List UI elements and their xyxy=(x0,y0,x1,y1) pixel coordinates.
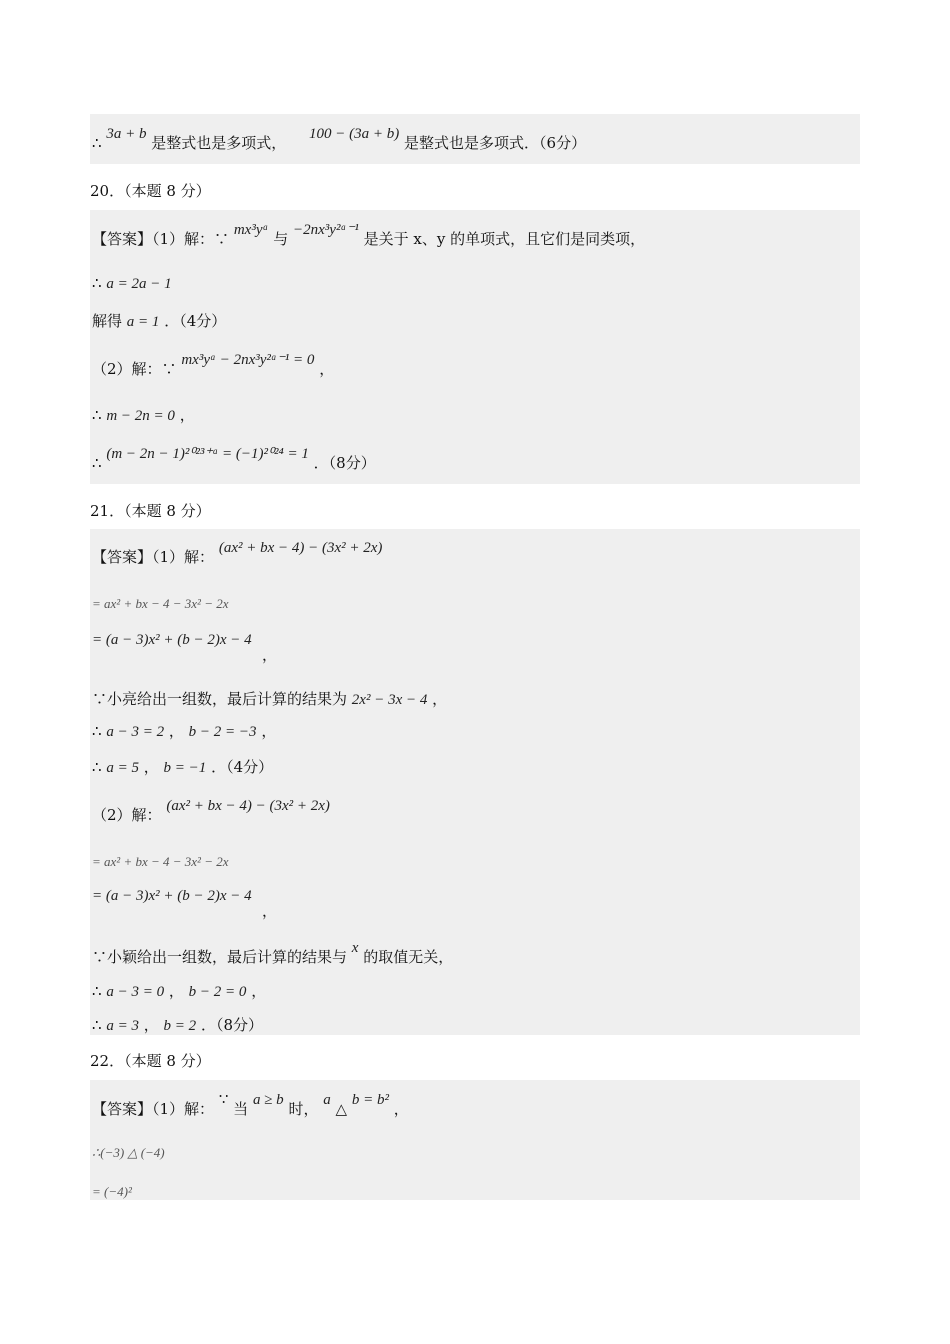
q22-line-3 xyxy=(92,1182,132,1200)
math-expression: mx³yᵃ − 2nx³y²ᵃ⁻¹ = 0 xyxy=(181,352,315,368)
q21-line-2 xyxy=(92,594,229,612)
math-expression: (ax² + bx − 4) − (3x² + 2x) xyxy=(166,798,330,814)
text: ∵小亮给出一组数，最后计算的结果为 xyxy=(92,690,348,708)
text: 当 xyxy=(233,1100,249,1118)
math-expression: a = 2a − 1 xyxy=(106,276,172,292)
math-expression: b = b² xyxy=(351,1092,389,1108)
math-expression: (ax² + bx − 4) − (3x² + 2x) xyxy=(218,540,383,556)
text: ， xyxy=(319,360,335,378)
math-expression: a ≥ b xyxy=(252,1092,284,1108)
q20-line-2 xyxy=(92,274,172,293)
answer-label: 【答案】（1）解： xyxy=(92,1100,215,1118)
q21-line-9-comma: ， xyxy=(262,902,278,920)
text: ．（8分） xyxy=(200,1016,263,1034)
math-expression: = (−4)² xyxy=(92,1184,132,1199)
q21-line-4 xyxy=(92,688,447,709)
q21-line-6 xyxy=(92,756,273,777)
math-expression: b − 2 = −3 xyxy=(188,724,257,740)
text: ， xyxy=(168,982,184,1000)
text: 与 xyxy=(273,230,289,248)
text: （2）解： xyxy=(92,806,162,824)
math-expression: −2nx³y²ᵃ⁻¹ xyxy=(293,222,359,238)
text: ∵小颖给出一组数，最后计算的结果与 xyxy=(92,948,348,966)
question-22-header: 22．（本题 8 分） xyxy=(90,1052,211,1070)
text: ， xyxy=(143,758,159,776)
q21-line-9 xyxy=(92,886,252,905)
answer-label: 【答案】（1）解： xyxy=(92,548,215,566)
math-expression: 100 − (3a + b) xyxy=(309,126,400,142)
therefore-symbol: ∴ xyxy=(92,758,102,776)
math-expression: = (a − 3)x² + (b − 2)x − 4 xyxy=(92,888,252,904)
q21-line-7 xyxy=(92,798,330,825)
math-expression: = ax² + bx − 4 − 3x² − 2x xyxy=(92,596,229,611)
math-expression: b − 2 = 0 xyxy=(188,984,247,1000)
q22-line-2 xyxy=(92,1143,165,1161)
text: 解得 xyxy=(92,312,123,330)
math-expression: = (a − 3)x² + (b − 2)x − 4 xyxy=(92,632,252,648)
q21-line-5 xyxy=(92,720,276,741)
therefore-symbol: ∴ xyxy=(92,454,102,472)
math-expression: a = 3 xyxy=(106,1018,139,1034)
math-expression: 3a + b xyxy=(106,126,147,142)
text: ， xyxy=(168,722,184,740)
text: ．（4分） xyxy=(164,312,227,330)
text: ， xyxy=(261,722,277,740)
text: ．（8分） xyxy=(313,454,376,472)
math-variable: a xyxy=(323,1092,331,1108)
answer-block-20 xyxy=(90,210,860,484)
because-symbol: ∵ xyxy=(218,1092,229,1108)
math-expression: a = 5 xyxy=(106,760,139,776)
q20-line-5 xyxy=(92,404,195,425)
q21-line-8 xyxy=(92,852,229,870)
text: ， xyxy=(143,1016,159,1034)
math-expression: b = 2 xyxy=(163,1018,197,1034)
q21-line-3-comma: ， xyxy=(262,646,278,664)
q21-line-3 xyxy=(92,630,252,649)
text: 时， xyxy=(288,1100,319,1118)
text: （2）解：∵ xyxy=(92,360,177,378)
math-expression: m − 2n = 0 xyxy=(106,408,175,424)
text: 是整式也是多项式， xyxy=(151,134,287,152)
q21-line-10 xyxy=(92,940,454,967)
text: ， xyxy=(179,406,195,424)
q20-line-6 xyxy=(92,446,376,473)
question-20-header: 20．（本题 8 分） xyxy=(90,182,211,200)
therefore-symbol: ∴ xyxy=(92,406,102,424)
triangle-operator-icon: △ xyxy=(335,1102,348,1118)
q20-line-4 xyxy=(92,352,335,379)
q20-line-1 xyxy=(92,222,646,249)
text: ， xyxy=(251,982,267,1000)
q21-line-11 xyxy=(92,980,266,1001)
math-expression: b = −1 xyxy=(163,760,207,776)
math-expression: = ax² + bx − 4 − 3x² − 2x xyxy=(92,854,229,869)
q21-line-1 xyxy=(92,540,383,567)
q21-line-12 xyxy=(92,1014,263,1035)
therefore-symbol: ∴ xyxy=(92,134,102,152)
text: ， xyxy=(393,1100,409,1118)
math-expression: ∴(−3) △ (−4) xyxy=(92,1145,165,1160)
therefore-symbol: ∴ xyxy=(92,982,102,1000)
text: ， xyxy=(432,690,448,708)
math-expression: 2x² − 3x − 4 xyxy=(351,692,428,708)
therefore-symbol: ∴ xyxy=(92,722,102,740)
answer-label: 【答案】（1）解：∵ xyxy=(92,230,230,248)
math-expression: (m − 2n − 1)²⁰²³⁺ᵃ = (−1)²⁰²⁴ = 1 xyxy=(106,446,309,462)
math-expression: a − 3 = 0 xyxy=(106,984,165,1000)
text: ．（4分） xyxy=(211,758,274,776)
math-expression: a − 3 = 2 xyxy=(106,724,165,740)
q22-line-1 xyxy=(92,1092,409,1119)
therefore-symbol: ∴ xyxy=(92,274,102,292)
therefore-symbol: ∴ xyxy=(92,1016,102,1034)
math-expression: mx³yᵃ xyxy=(233,222,269,238)
q20-line-3 xyxy=(92,310,226,331)
line-19-conclusion xyxy=(92,126,587,153)
text: 的取值无关， xyxy=(363,948,454,966)
math-expression: a = 1 xyxy=(126,314,160,330)
text: 是关于 x、y 的单项式，且它们是同类项， xyxy=(363,230,646,248)
text: 是整式也是多项式．（6分） xyxy=(404,134,587,152)
math-expression: x xyxy=(351,940,359,956)
question-21-header: 21．（本题 8 分） xyxy=(90,502,211,520)
